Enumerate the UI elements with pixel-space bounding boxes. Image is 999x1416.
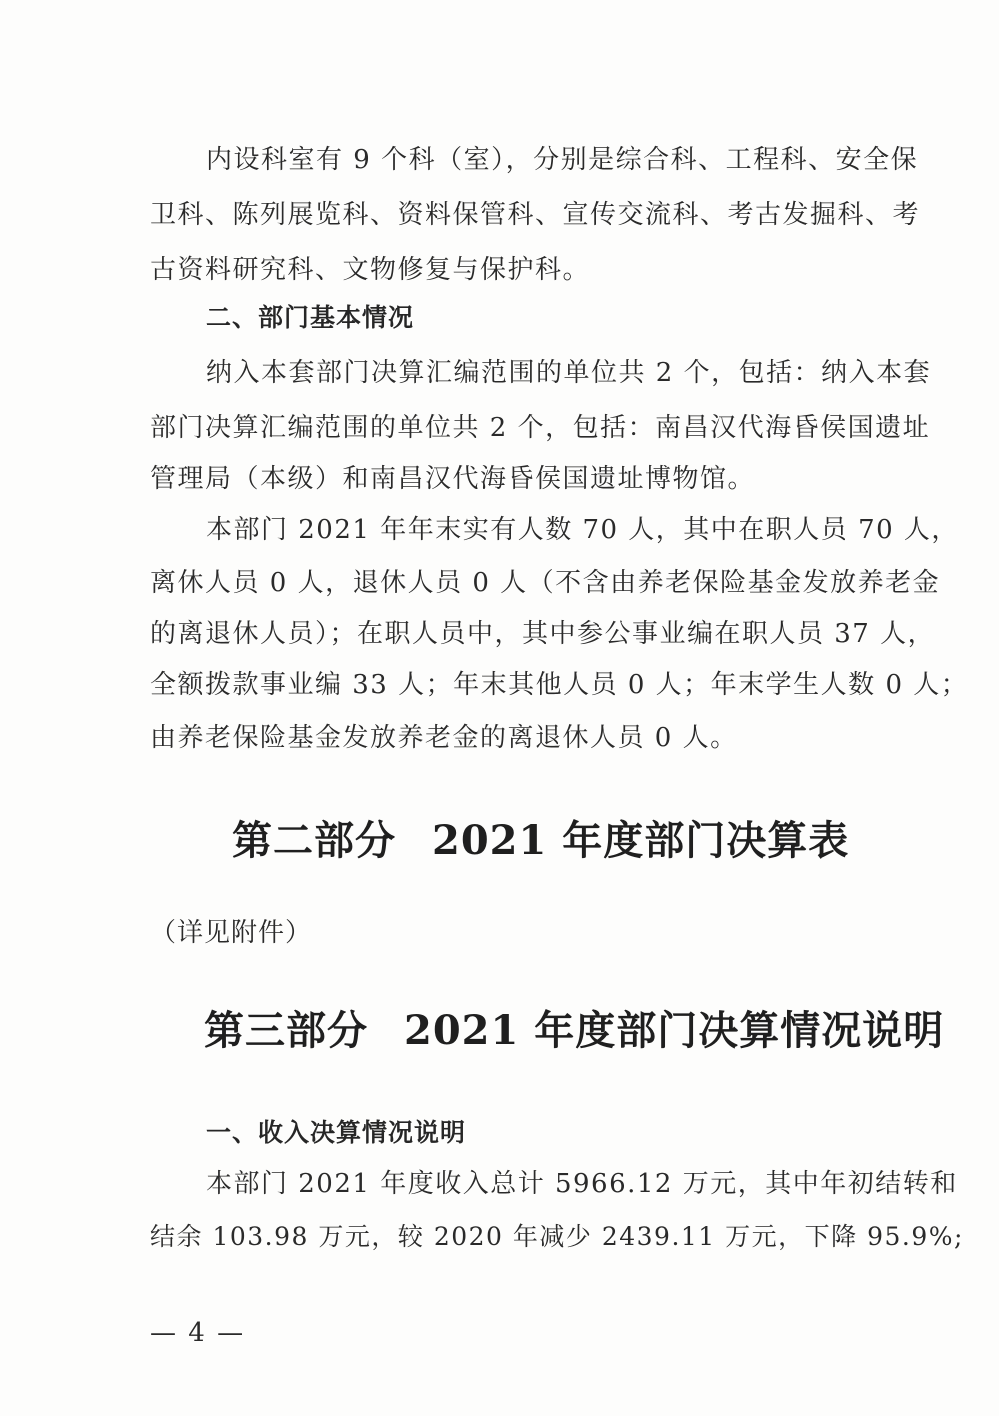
basic-para2-line-2: 离休人员 0 人，退休人员 0 人（不含由养老保险基金发放养老金	[150, 568, 941, 598]
part3-label: 第三部分	[204, 1007, 368, 1054]
basic-para1-line-1: 纳入本套部门决算汇编范围的单位共 2 个，包括：纳入本套	[206, 358, 932, 388]
intro-line-1: 内设科室有 9 个科（室），分别是综合科、工程科、安全保	[206, 145, 919, 175]
basic-para2-line-1: 本部门 2021 年年末实有人数 70 人，其中在职人员 70 人，	[206, 515, 959, 545]
part2-heading	[232, 817, 849, 865]
basic-para2-line-5: 由养老保险基金发放养老金的离退休人员 0 人。	[150, 723, 738, 753]
part2-title: 2021 年度部门决算表	[432, 817, 850, 864]
page-number: — 4 —	[150, 1318, 246, 1348]
basic-para1-line-2: 部门决算汇编范围的单位共 2 个，包括：南昌汉代海昏侯国遗址	[150, 413, 931, 443]
intro-line-3: 古资料研究科、文物修复与保护科。	[150, 255, 591, 285]
basic-para1-line-3: 管理局（本级）和南昌汉代海昏侯国遗址博物馆。	[150, 464, 756, 494]
section-heading-income: 一、收入决算情况说明	[206, 1118, 467, 1147]
basic-para2-line-4: 全额拨款事业编 33 人；年末其他人员 0 人；年末学生人数 0 人；	[150, 670, 969, 700]
part3-title: 2021 年度部门决算情况说明	[404, 1007, 945, 1054]
part2-note: （详见附件）	[150, 918, 313, 948]
intro-line-2: 卫科、陈列展览科、资料保管科、宣传交流科、考古发掘科、考	[150, 200, 921, 230]
income-para-line-2: 结余 103.98 万元，较 2020 年减少 2439.11 万元，下降 95.9%;	[150, 1222, 964, 1251]
basic-para2-line-3: 的离退休人员）；在职人员中，其中参公事业编在职人员 37 人，	[150, 619, 936, 649]
section-heading-basic: 二、部门基本情况	[206, 303, 415, 332]
part3-heading	[204, 1007, 944, 1055]
income-para-line-1: 本部门 2021 年度收入总计 5966.12 万元，其中年初结转和	[206, 1169, 958, 1199]
part2-label: 第二部分	[232, 817, 396, 864]
